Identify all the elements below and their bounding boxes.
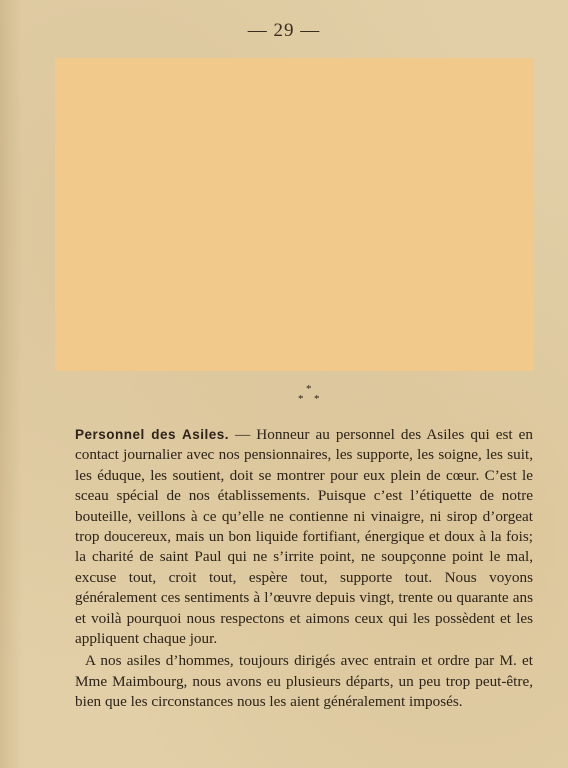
asterism-separator (290, 384, 330, 408)
paragraph-2: A nos asiles d’hommes, toujours dirigés avec entrain et ordre par M. et Mme Maimbourg, nous avons eu plusieurs départs, un peu trop peut-être, bien que les circonstances nous les aient généralement imposés. (75, 652, 533, 711)
asterism-star-right: * (314, 393, 320, 405)
asterism-star-top: * (306, 383, 312, 395)
article-body (75, 425, 533, 713)
paragraph-1 (75, 425, 533, 649)
heading-dash: — (229, 426, 257, 443)
page-number: — 29 — (247, 20, 321, 41)
paragraph-1-text: Honneur au personnel des Asiles qui est en contact journalier avec nos pensionnaires, les supporte, les soigne, les suit, les éduque, les soutient, doit se montrer pour eux plein de cœur. C’est le sceau spécial de nos établissements. Puisque c’est l’étiquette de notre bouteille, veillons à ce qu’elle ne contienne ni vinaigre, ni sirop d’orgeat trop doucereux, mais un bon liquide fortifiant, énergique et doux à la fois; la charité de saint Paul qui ne s’irrite point, ne soupçonne point le mal, excuse tout, croit tout, espère tout, supporte tout. Nous voyons généralement ces sentiments à l’œuvre depuis vingt, trente ou quarante ans et voilà pourquoi nous respectons et aimons ceux qui les possèdent et les appliquent chaque jour. (75, 426, 533, 648)
section-heading: Personnel des Asiles. (75, 427, 230, 442)
illustration-placeholder (55, 58, 534, 371)
asterism-star-left: * (298, 393, 304, 405)
